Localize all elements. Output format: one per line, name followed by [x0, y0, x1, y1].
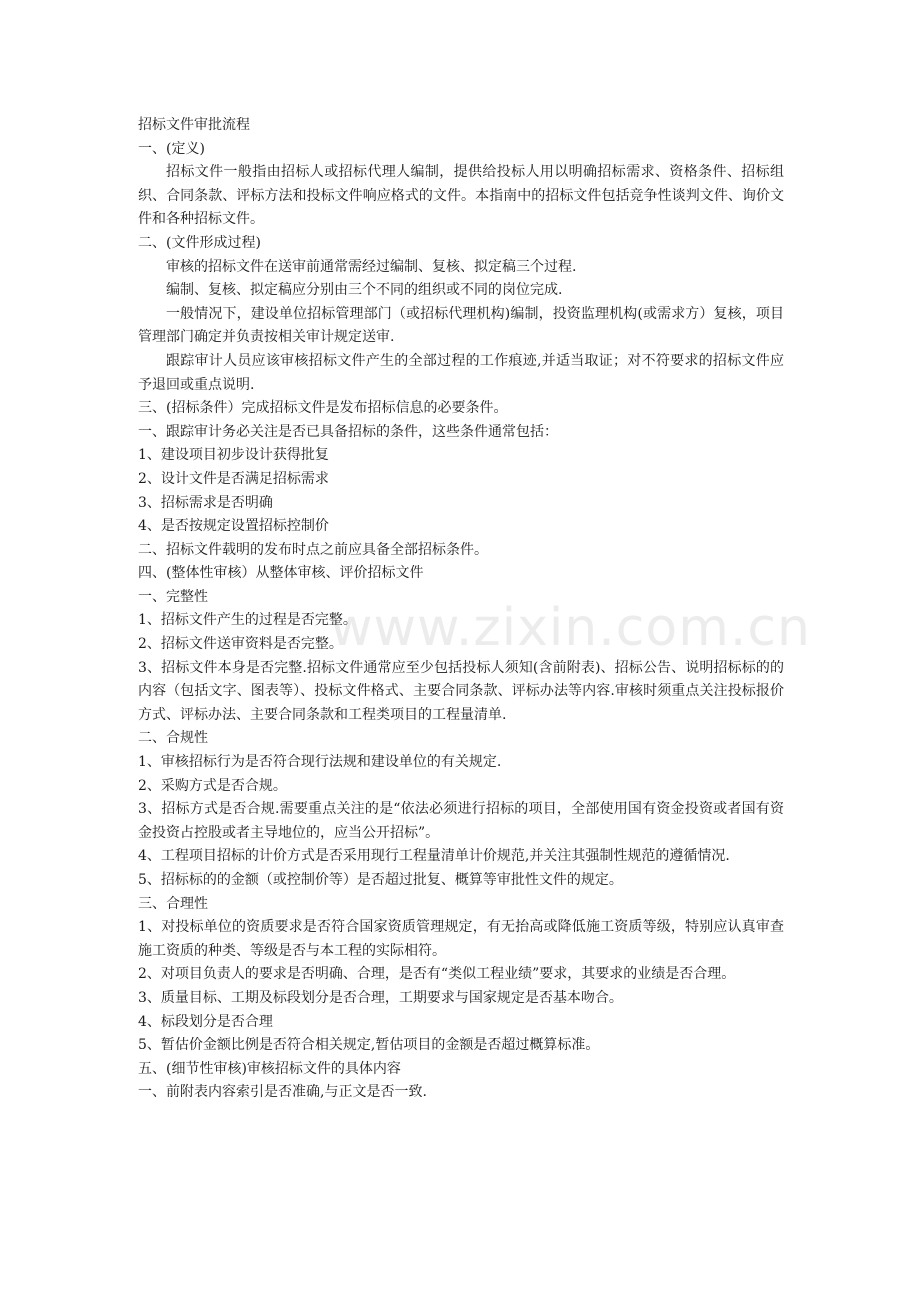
- page-title: 招标文件审批流程: [138, 117, 250, 133]
- list-item: 2、采购方式是否合规。: [138, 777, 287, 794]
- section-5-heading: 五、(细节性审核)审核招标文件的具体内容: [138, 1060, 401, 1077]
- list-item: 1、审核招标行为是否符合现行法规和建设单位的有关规定.: [138, 754, 502, 771]
- section-1-heading: 一、(定义): [138, 140, 205, 157]
- list-item: 3、招标需求是否明确: [138, 494, 273, 511]
- section-2-heading: 二、(文件形成过程): [138, 234, 261, 251]
- list-item: 5、招标标的的金额（或控制价等）是否超过批复、概算等审批性文件的规定。: [138, 872, 623, 888]
- list-item: 4、标段划分是否合理: [138, 1013, 273, 1030]
- compliance-heading: 二、合规性: [138, 730, 208, 747]
- section-3-subheading-1: 一、跟踪审计务必关注是否已具备招标的条件，这些条件通常包括：: [138, 423, 558, 440]
- section-2-paragraph-3: 一般情况下，建设单位招标管理部门（或招标代理机构)编制，投资监理机构(或需求方）复核，项目管理部门确定并负责按相关审计规定送审.: [138, 305, 784, 346]
- reasonableness-heading: 三、合理性: [138, 895, 208, 912]
- section-1-paragraph: 招标文件一般指由招标人或招标代理人编制，提供给投标人用以明确招标需求、资格条件、招标组织、合同条款、评标方法和投标文件响应格式的文件。本指南中的招标文件包括竞争性谈判文件、询价文件和各种招标文件。: [138, 164, 784, 228]
- section-5-subheading-1: 一、前附表内容索引是否准确,与正文是否一致.: [138, 1084, 427, 1101]
- list-item: 1、建设项目初步设计获得批复: [138, 447, 329, 464]
- list-item: 4、工程项目招标的计价方式是否采用现行工程量清单计价规范,并关注其强制性规范的遵循情况.: [138, 848, 730, 865]
- completeness-heading: 一、完整性: [138, 588, 208, 605]
- section-3-subheading-2: 二、招标文件载明的发布时点之前应具备全部招标条件。: [138, 541, 488, 558]
- section-3-heading: 三、(招标条件）完成招标文件是发布招标信息的必要条件。: [138, 400, 508, 417]
- list-item: 1、招标文件产生的过程是否完整。: [138, 612, 357, 629]
- list-item: 2、招标文件送审资料是否完整。: [138, 636, 343, 653]
- list-item: 2、设计文件是否满足招标需求: [138, 470, 329, 487]
- list-item: 5、暂估价金额比例是否符合相关规定,暂估项目的金额是否超过概算标准。: [138, 1037, 600, 1054]
- section-2-paragraph-4: 跟踪审计人员应该审核招标文件产生的全部过程的工作痕迹,并适当取证；对不符要求的招标文件应予退回或重点说明.: [138, 352, 784, 393]
- list-item: 3、招标文件本身是否完整.招标文件通常应至少包括投标人须知(含前附表)、招标公告、说明招标标的的内容（包括文字、图表等）、投标文件格式、主要合同条款、评标办法等内容.审核时须重点关注投标报价方式、评标办法、主要合同条款和工程类项目的工程量清单.: [138, 659, 784, 723]
- list-item: 2、对项目负责人的要求是否明确、合理，是否有“类似工程业绩”要求，其要求的业绩是否合理。: [138, 966, 736, 983]
- section-4-heading: 四、(整体性审核）从整体审核、评价招标文件: [138, 565, 424, 582]
- section-2-paragraph-2: 编制、复核、拟定稿应分别由三个不同的组织或不同的岗位完成.: [166, 282, 563, 299]
- list-item: 1、对投标单位的资质要求是否符合国家资质管理规定，有无抬高或降低施工资质等级，特别应认真审查施工资质的种类、等级是否与本工程的实际相符。: [138, 919, 784, 959]
- list-item: 3、招标方式是否合规.需要重点关注的是“依法必须进行招标的项目，全部使用国有资金投资或者国有资金投资占控股或者主导地位的，应当公开招标”。: [138, 801, 784, 841]
- document-body: [138, 114, 784, 1105]
- watermark: www.zixin.com.cn: [330, 598, 811, 658]
- section-2-paragraph-1: 审核的招标文件在送审前通常需经过编制、复核、拟定稿三个过程.: [166, 258, 577, 275]
- list-item: 3、质量目标、工期及标段划分是否合理，工期要求与国家规定是否基本吻合。: [138, 989, 623, 1006]
- list-item: 4、是否按规定设置招标控制价: [138, 518, 329, 535]
